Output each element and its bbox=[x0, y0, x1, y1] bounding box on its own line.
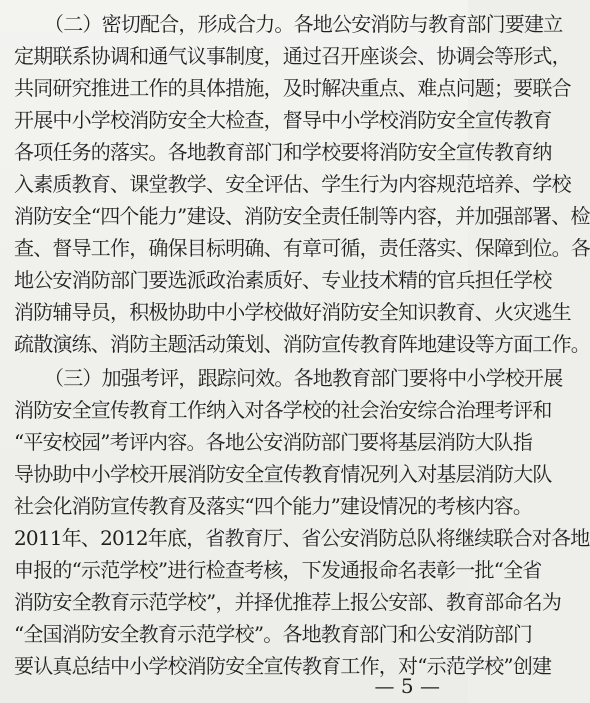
text-line-6: 入素质教育、课堂教学、安全评估、学生行为内容规范培养、学校 bbox=[14, 172, 571, 196]
text-line-20: “全国消防安全教育示范学校”。各地教育部门和公安消防部门 bbox=[14, 622, 533, 646]
text-line-12: （三）加强考评，跟踪问效。各地教育部门要将中小学校开展 bbox=[44, 366, 563, 390]
text-line-13: 消防安全宣传教育工作纳入对各学校的社会治安综合治理考评和 bbox=[14, 398, 552, 422]
text-line-1: （二）密切配合，形成合力。各地公安消防与教育部门要建立 bbox=[44, 12, 563, 36]
text-line-4: 开展中小学校消防安全大检查，督导中小学校消防安全宣传教育 bbox=[14, 108, 552, 132]
text-line-18: 申报的“示范学校”进行检查考核，下发通报命名表彰一批“全省 bbox=[14, 558, 542, 582]
text-line-15: 导协助中小学校开展消防安全宣传教育情况列入对基层消防大队 bbox=[14, 462, 552, 486]
page-number: — 5 — bbox=[374, 674, 440, 698]
text-line-2: 定期联系协调和通气议事制度，通过召开座谈会、协调会等形式， bbox=[14, 44, 571, 68]
text-line-7: 消防安全“四个能力”建设、消防安全责任制等内容，并加强部署、检 bbox=[14, 204, 590, 228]
text-line-10: 消防辅导员，积极协助中小学校做好消防安全知识教育、火灾逃生 bbox=[14, 300, 571, 324]
text-line-17: 2011年、2012年底，省教育厅、省公安消防总队将继续联合对各地 bbox=[14, 526, 590, 550]
text-line-19: 消防安全教育示范学校”，并择优推荐上报公安部、教育部命名为 bbox=[14, 590, 562, 614]
text-line-21: 要认真总结中小学校消防安全宣传教育工作，对“示范学校”创建 bbox=[14, 654, 552, 678]
text-line-9: 地公安消防部门要选派政治素质好、专业技术精的官兵担任学校 bbox=[14, 268, 552, 292]
text-line-11: 疏散演练、消防主题活动策划、消防宣传教育阵地建设等方面工作。 bbox=[14, 332, 590, 356]
text-line-16: 社会化消防宣传教育及落实“四个能力”建设情况的考核内容。 bbox=[14, 494, 533, 518]
text-line-3: 共同研究推进工作的具体措施，及时解决重点、难点问题；要联合 bbox=[14, 76, 571, 100]
text-line-8: 查、督导工作，确保目标明确、有章可循，责任落实、保障到位。各 bbox=[14, 236, 590, 260]
text-line-14: “平安校园”考评内容。各地公安消防部门要将基层消防大队指 bbox=[14, 430, 533, 454]
text-line-5: 各项任务的落实。各地教育部门和学校要将消防安全宣传教育纳 bbox=[14, 140, 552, 164]
